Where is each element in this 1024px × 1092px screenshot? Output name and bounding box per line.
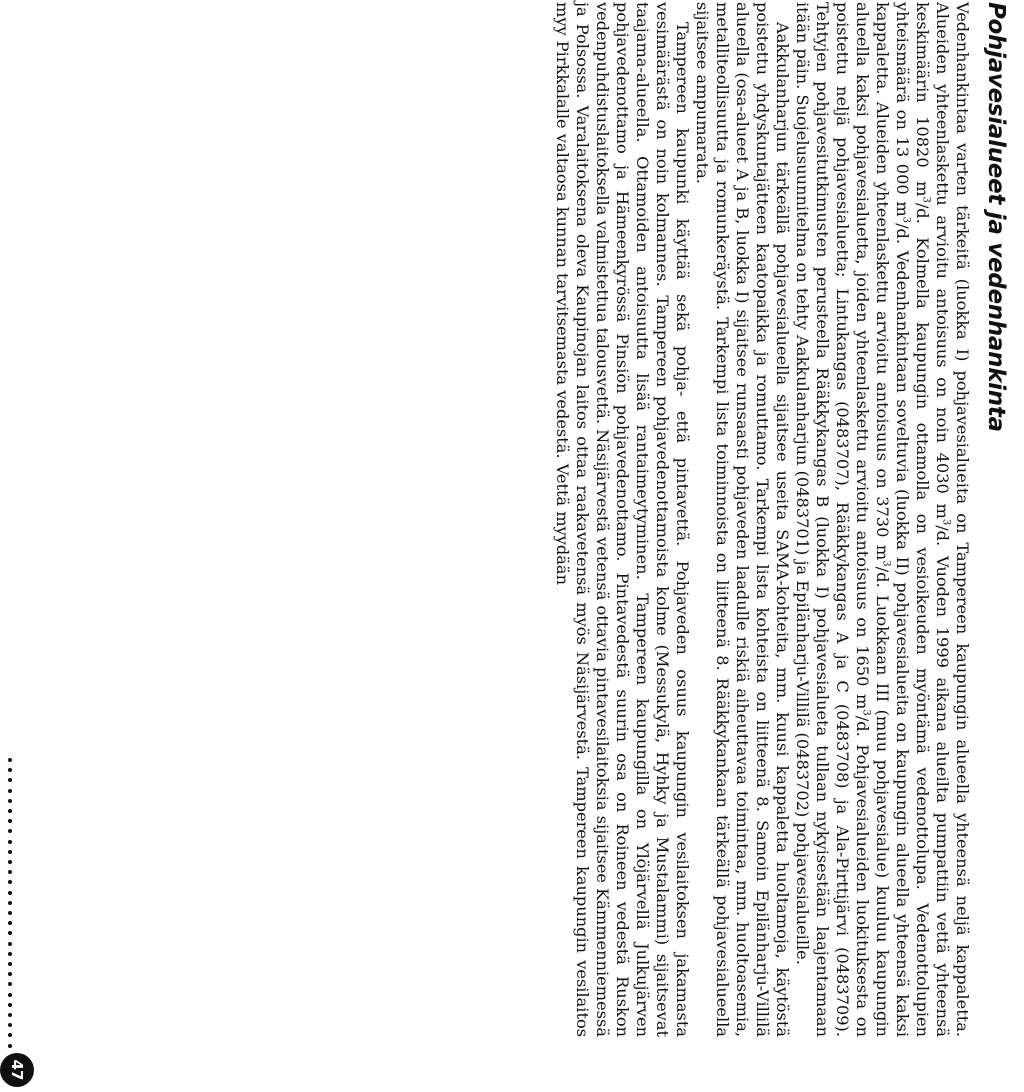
leader-dot — [8, 982, 12, 986]
leader-dot — [8, 993, 12, 997]
text-run: /d. Luokkaan III (muu pohjavesialue) kuuluu kaupungin alueella kaksi pohjavesialuetta, joiden yhteenlaskettu arvioitu antoisuus on 1650 m — [853, 2, 892, 1037]
leader-dot — [8, 911, 12, 915]
dotted-leader — [4, 758, 16, 1048]
paragraph-3 — [552, 2, 692, 1037]
leader-dot — [8, 1044, 12, 1048]
leader-dot — [8, 972, 12, 976]
leader-dot — [8, 1023, 12, 1027]
leader-dot — [8, 870, 12, 874]
leader-dot — [8, 942, 12, 946]
leader-dot — [8, 768, 12, 772]
leader-dot — [8, 1033, 12, 1037]
text-run: /d. Kolmella kaupungin ottamolla on vesioikeuden myöntämä vedenottolupa. Vedenottolupien yhteismäärä on 13 000 m — [893, 2, 932, 1037]
leader-dot — [8, 962, 12, 966]
text-run: /d. Pohjavesialueiden luokituksesta on poistettu neljä pohjavesialuetta; Lintukangas (0483707), Rääkkykangas A ja C (0483708) ja Ala-Pirttijärvi (0483709). Tehtyjen pohjavesitutkimusten perusteella Rääkkykangas B (luokka I) pohjavesialueta tullaan nykyisestään laajentamaan itään päin. Suojelusuunnitelma on tehty Aakkulanharjun (0483701) ja Epilänharju-Villilä (0483702) pohjavesialueille. — [793, 2, 872, 1037]
body-text — [552, 2, 972, 1037]
text-run: Vedenhankintaa varten tärkeitä (luokka I) pohjavesialueita on Tampereen kaupungin alueella yhteensä neljä kappaletta. Alueiden yhteenlaskettu arvioitu antoisuus on noin 4030 m — [933, 2, 972, 1037]
text-run: /d. Vedenhankintaan soveltuvia (luokka II) pohjavesialueita on kaupungin alueella yhteensä kaksi kappaletta. Alueiden yhteenlaskettu arvioitu antoisuus on 3730 m — [873, 2, 912, 1037]
leader-dot — [8, 880, 12, 884]
leader-dot — [8, 829, 12, 833]
leader-dot — [8, 819, 12, 823]
superscript: 3 — [880, 560, 892, 567]
superscript: 3 — [900, 216, 912, 224]
text-run: Aakkulanharjun tärkeällä pohjavesialueella sijaitsee useita SAMA-kohteita, mm. kuusi kappaletta huoltamoja, käytöstä poistettu yhdyskuntajätteen kaatopaikka ja romuttamo. Tarkempi lista kohteista on liitteenä 8. Samoin Epilänharju-Villilä alueella (osa-alueet A ja B, luokka I) sijaitsee runsaasti pohjaveden laadulle riskiä aiheuttavaa toimintaa, mm. huoltoasemia, metalliteollisuutta ja romunkeräystä. Tarkempi lista toiminnoista on liitteenä 8. Rääkkykankaan tärkeällä pohjavesialueella sijaitsee ampumarata. — [693, 2, 792, 1037]
leader-dot — [8, 860, 12, 864]
leader-dot — [8, 789, 12, 793]
leader-dot — [8, 921, 12, 925]
leader-dot — [8, 850, 12, 854]
leader-dot — [8, 809, 12, 813]
superscript: 3 — [860, 709, 872, 716]
page-number-badge: 47 — [0, 1053, 34, 1087]
text-run: /d. Vuoden 1999 aikana alueilta pumpattiin vettä yhteensä keskimäärin 10820 m — [913, 2, 952, 1037]
leader-dot — [8, 840, 12, 844]
leader-dot — [8, 931, 12, 935]
superscript: 3 — [940, 518, 952, 526]
superscript: 3 — [920, 196, 932, 203]
section-heading: Pohjavesialueet ja vedenhankinta — [983, 2, 1009, 432]
leader-dot — [8, 901, 12, 905]
text-run: Tampereen kaupunki käyttää sekä pohja- että pintavettä. Pohjaveden osuus kaupungin vesilaitoksen jakamasta vesimäärästä on noin kolmannes. Tampereen pohjavedenottamoista kolme (Messukylä, Hyhky ja Mustalammi) sijaitsevat taajama-alueella. Ottamoiden antoisuutta lisää rantaimeytyminen. Tampereen kaupungilla on Ylöjärvellä Julkujärven pohjavedenottamo ja Hämeenkyrössä Pinsiön pohjavedenottamo. Pintavedestä suurin osa on Roineen vedestä Ruskon vedenpuhdistuslaitoksella valmistettua talousvettä. Näsijärvestä vetensä ottavia pintavesilaitoksia sijaitsee Kämmenniemessä ja Polsossa. Varalaitoksena oleva Kaupinojan laitos ottaa raakavetensä myös Näsijärvestä. Tampereen kaupungin vesilaitos myy Pirkkalalle valtaosa kunnan tarvitsemasta vedestä. Vettä myydään — [553, 2, 692, 1037]
leader-dot — [8, 1013, 12, 1017]
leader-dot — [8, 778, 12, 782]
leader-dot — [8, 891, 12, 895]
leader-dot — [8, 758, 12, 762]
leader-dot — [8, 799, 12, 803]
paragraph-2 — [692, 2, 792, 1037]
paragraph-1 — [792, 2, 972, 1037]
leader-dot — [8, 952, 12, 956]
leader-dot — [8, 1003, 12, 1007]
